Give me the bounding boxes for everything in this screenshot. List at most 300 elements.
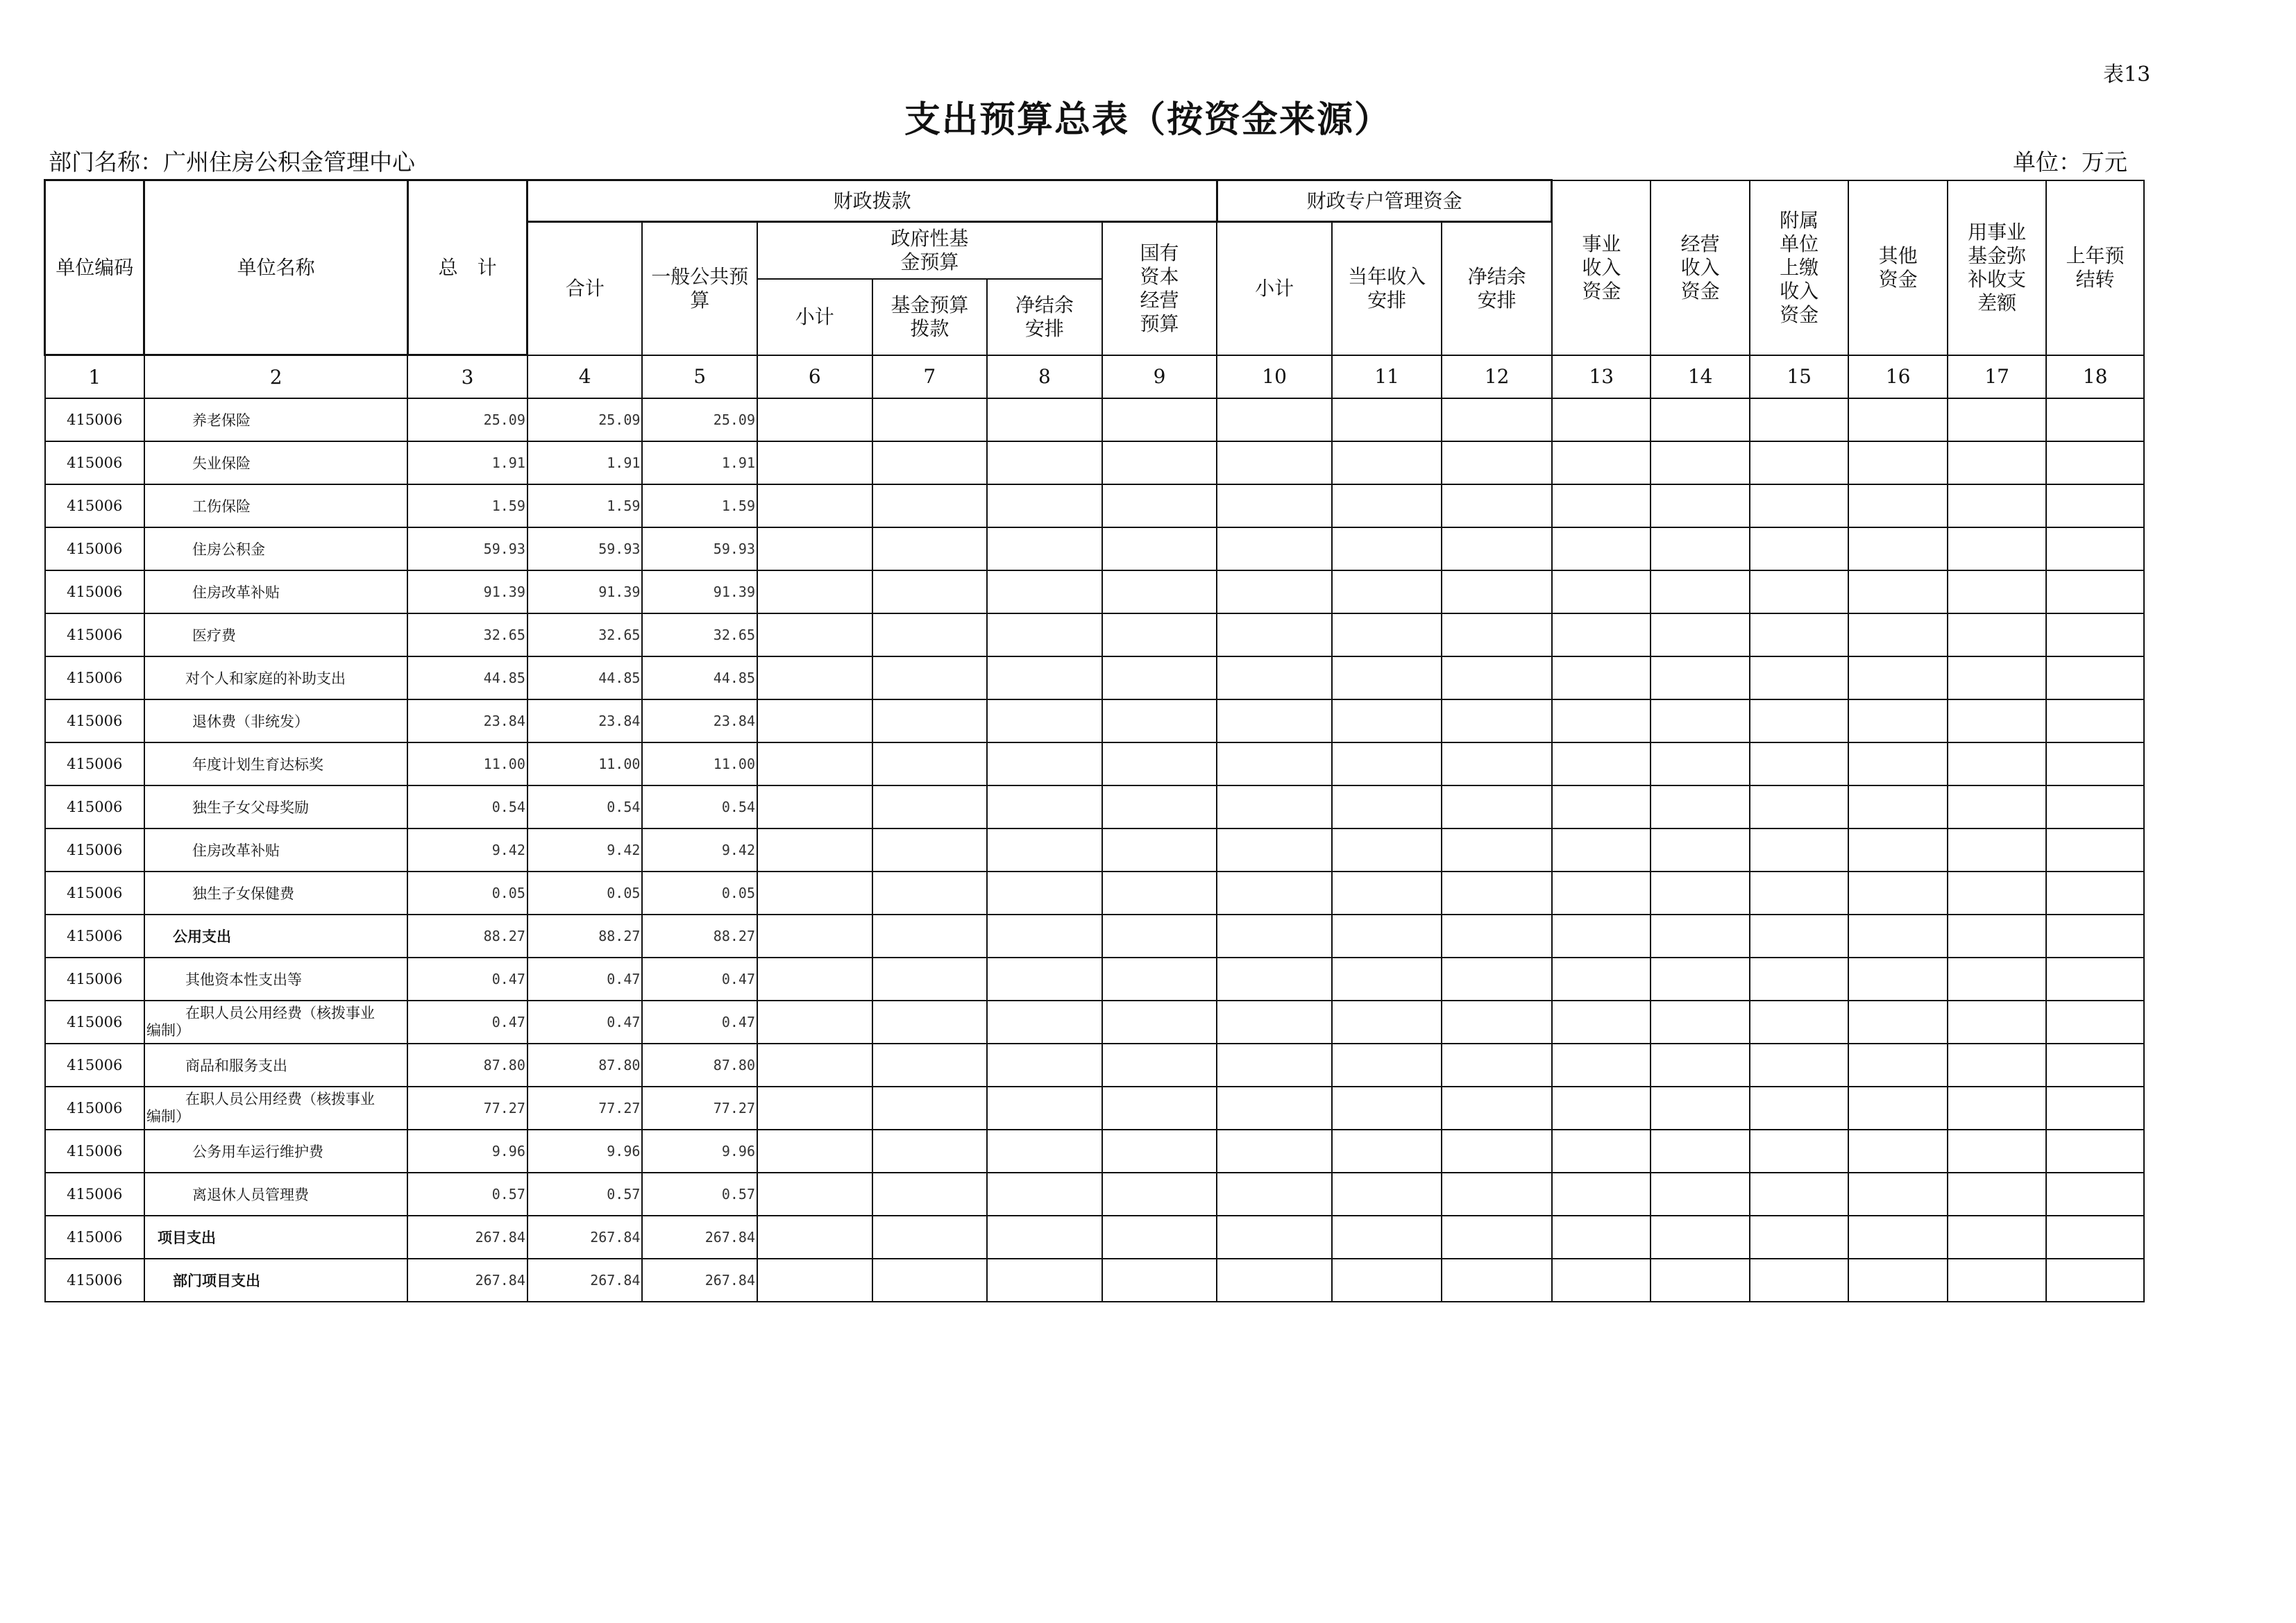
empty-cell (2046, 872, 2144, 915)
col-gov-sub: 小计 (757, 279, 872, 355)
sum-cell: 0.57 (527, 1173, 643, 1216)
empty-cell (1750, 872, 1848, 915)
empty-cell (872, 656, 988, 699)
empty-cell (1442, 570, 1552, 613)
empty-cell (1651, 1044, 1749, 1087)
empty-cell (987, 527, 1102, 570)
empty-cell (1651, 1259, 1749, 1302)
sum-cell: 0.54 (527, 785, 643, 829)
unit-code-cell: 415006 (45, 1216, 144, 1259)
empty-cell (757, 829, 872, 872)
table-row (45, 527, 2145, 570)
empty-cell (757, 1001, 872, 1044)
empty-cell (1442, 527, 1552, 570)
empty-cell (1750, 958, 1848, 1001)
budget-table (44, 179, 2145, 1302)
empty-cell (757, 872, 872, 915)
sum-cell: 267.84 (527, 1216, 643, 1259)
empty-cell (1217, 1001, 1332, 1044)
column-number: 15 (1750, 355, 1848, 399)
empty-cell (1848, 527, 1947, 570)
empty-cell (1442, 785, 1552, 829)
empty-cell (1651, 570, 1749, 613)
empty-cell (1552, 656, 1651, 699)
table-row (45, 742, 2145, 785)
empty-cell (1442, 1001, 1552, 1044)
empty-cell (1750, 570, 1848, 613)
empty-cell (1848, 1130, 1947, 1173)
empty-cell (872, 1259, 988, 1302)
table-row (45, 872, 2145, 915)
empty-cell (987, 1130, 1102, 1173)
empty-cell (987, 915, 1102, 958)
total-cell: 0.05 (407, 872, 527, 915)
empty-cell (987, 742, 1102, 785)
total-cell: 44.85 (407, 656, 527, 699)
empty-cell (1217, 1087, 1332, 1130)
empty-cell (1552, 613, 1651, 656)
total-cell: 0.47 (407, 958, 527, 1001)
empty-cell (872, 1087, 988, 1130)
empty-cell (1102, 1130, 1217, 1173)
unit-name-cell: 商品和服务支出 (144, 1044, 407, 1087)
unit-name-cell: 离退休人员管理费 (144, 1173, 407, 1216)
empty-cell (1217, 699, 1332, 742)
empty-cell (757, 742, 872, 785)
total-cell: 25.09 (407, 398, 527, 441)
unit-code-cell: 415006 (45, 915, 144, 958)
empty-cell (2046, 1216, 2144, 1259)
general-cell: 44.85 (642, 656, 757, 699)
col-gov-alloc: 基金预算拨款 (872, 279, 988, 355)
empty-cell (1848, 1087, 1947, 1130)
sum-cell: 267.84 (527, 1259, 643, 1302)
unit-name-cell (144, 1001, 407, 1044)
column-number: 16 (1848, 355, 1947, 399)
empty-cell (2046, 785, 2144, 829)
empty-cell (1552, 958, 1651, 1001)
table-row (45, 1001, 2145, 1044)
empty-cell (987, 872, 1102, 915)
unit-code-cell: 415006 (45, 613, 144, 656)
general-cell: 267.84 (642, 1259, 757, 1302)
empty-cell (1651, 1130, 1749, 1173)
empty-cell (1442, 1087, 1552, 1130)
empty-cell (1948, 1087, 2046, 1130)
empty-cell (1552, 527, 1651, 570)
unit-code-cell: 415006 (45, 958, 144, 1001)
empty-cell (1442, 484, 1552, 527)
empty-cell (1848, 1216, 1947, 1259)
empty-cell (2046, 570, 2144, 613)
column-number: 2 (144, 355, 407, 399)
empty-cell (1217, 915, 1332, 958)
empty-cell (987, 699, 1102, 742)
general-cell: 0.57 (642, 1173, 757, 1216)
unit-name-cell: 独生子女保健费 (144, 872, 407, 915)
empty-cell (872, 613, 988, 656)
empty-cell (1442, 1259, 1552, 1302)
empty-cell (757, 785, 872, 829)
empty-cell (872, 1216, 988, 1259)
unit-name-cell: 公用支出 (144, 915, 407, 958)
column-number: 17 (1948, 355, 2046, 399)
general-cell: 87.80 (642, 1044, 757, 1087)
empty-cell (1948, 398, 2046, 441)
empty-cell (1102, 1259, 1217, 1302)
empty-cell (2046, 613, 2144, 656)
empty-cell (1102, 1087, 1217, 1130)
empty-cell (1651, 656, 1749, 699)
unit-code-cell: 415006 (45, 398, 144, 441)
general-cell: 0.47 (642, 1001, 757, 1044)
empty-cell (872, 1130, 988, 1173)
empty-cell (1651, 1173, 1749, 1216)
empty-cell (1948, 1130, 2046, 1173)
empty-cell (1948, 1044, 2046, 1087)
unit-name-cell: 部门项目支出 (144, 1259, 407, 1302)
unit-name-line2: 编制） (146, 1022, 190, 1039)
general-cell: 91.39 (642, 570, 757, 613)
col-gov-fund: 政府性基金预算 (757, 222, 1102, 279)
empty-cell (1750, 656, 1848, 699)
empty-cell (1332, 1130, 1442, 1173)
unit-name-line1: 在职人员公用经费（核拨事业 (185, 1091, 375, 1107)
empty-cell (1217, 742, 1332, 785)
empty-cell (1552, 785, 1651, 829)
empty-cell (1332, 699, 1442, 742)
col-state-capital: 国有资本经营预算 (1102, 222, 1217, 355)
empty-cell (1332, 872, 1442, 915)
col-special-current: 当年收入安排 (1332, 222, 1442, 355)
col-unit-name: 单位名称 (144, 180, 407, 355)
empty-cell (1948, 958, 2046, 1001)
empty-cell (2046, 1173, 2144, 1216)
table-row (45, 484, 2145, 527)
empty-cell (1552, 441, 1651, 484)
empty-cell (1102, 785, 1217, 829)
empty-cell (1217, 527, 1332, 570)
empty-cell (1552, 915, 1651, 958)
sum-cell: 25.09 (527, 398, 643, 441)
col-career-fund: 用事业基金弥补收支差额 (1948, 180, 2046, 355)
empty-cell (1102, 656, 1217, 699)
empty-cell (1217, 613, 1332, 656)
empty-cell (872, 441, 988, 484)
empty-cell (987, 829, 1102, 872)
table-row (45, 1259, 2145, 1302)
table-row (45, 1173, 2145, 1216)
empty-cell (1102, 1173, 1217, 1216)
empty-cell (1750, 1216, 1848, 1259)
empty-cell (1552, 484, 1651, 527)
empty-cell (1332, 1087, 1442, 1130)
empty-cell (1848, 1044, 1947, 1087)
general-cell: 267.84 (642, 1216, 757, 1259)
empty-cell (1848, 785, 1947, 829)
table-row (45, 1130, 2145, 1173)
empty-cell (1217, 398, 1332, 441)
empty-cell (1750, 699, 1848, 742)
column-number: 7 (872, 355, 988, 399)
empty-cell (1948, 484, 2046, 527)
empty-cell (987, 1216, 1102, 1259)
empty-cell (1848, 398, 1947, 441)
unit-code-cell: 415006 (45, 699, 144, 742)
sum-cell: 59.93 (527, 527, 643, 570)
empty-cell (1102, 1001, 1217, 1044)
empty-cell (1332, 958, 1442, 1001)
empty-cell (1332, 527, 1442, 570)
empty-cell (1848, 1259, 1947, 1302)
empty-cell (1750, 742, 1848, 785)
empty-cell (1948, 915, 2046, 958)
empty-cell (1552, 872, 1651, 915)
empty-cell (2046, 958, 2144, 1001)
empty-cell (872, 872, 988, 915)
empty-cell (872, 527, 988, 570)
empty-cell (1442, 1130, 1552, 1173)
unit-code-cell: 415006 (45, 829, 144, 872)
col-career: 事业收入资金 (1552, 180, 1651, 355)
empty-cell (1102, 570, 1217, 613)
empty-cell (1217, 1044, 1332, 1087)
total-cell: 1.91 (407, 441, 527, 484)
empty-cell (1552, 1173, 1651, 1216)
empty-cell (987, 1259, 1102, 1302)
empty-cell (1552, 829, 1651, 872)
empty-cell (1651, 829, 1749, 872)
empty-cell (1102, 742, 1217, 785)
general-cell: 0.54 (642, 785, 757, 829)
empty-cell (1442, 829, 1552, 872)
empty-cell (1332, 915, 1442, 958)
empty-cell (987, 1087, 1102, 1130)
unit-name-cell: 住房改革补贴 (144, 570, 407, 613)
empty-cell (2046, 527, 2144, 570)
empty-cell (1848, 1001, 1947, 1044)
empty-cell (1552, 1259, 1651, 1302)
empty-cell (1442, 656, 1552, 699)
unit-code-cell: 415006 (45, 1130, 144, 1173)
empty-cell (1552, 1216, 1651, 1259)
empty-cell (1651, 527, 1749, 570)
total-cell: 11.00 (407, 742, 527, 785)
sum-cell: 11.00 (527, 742, 643, 785)
col-fiscal: 财政拨款 (527, 180, 1217, 222)
empty-cell (757, 1044, 872, 1087)
empty-cell (1750, 398, 1848, 441)
empty-cell (1442, 958, 1552, 1001)
empty-cell (2046, 656, 2144, 699)
empty-cell (1948, 1216, 2046, 1259)
empty-cell (1332, 398, 1442, 441)
empty-cell (1102, 872, 1217, 915)
empty-cell (872, 1173, 988, 1216)
empty-cell (1102, 915, 1217, 958)
empty-cell (757, 570, 872, 613)
col-special: 财政专户管理资金 (1217, 180, 1552, 222)
general-cell: 59.93 (642, 527, 757, 570)
empty-cell (1442, 915, 1552, 958)
unit-code-cell: 415006 (45, 1173, 144, 1216)
empty-cell (2046, 1087, 2144, 1130)
empty-cell (1948, 656, 2046, 699)
empty-cell (1948, 613, 2046, 656)
empty-cell (1102, 398, 1217, 441)
empty-cell (2046, 742, 2144, 785)
unit-code-cell: 415006 (45, 441, 144, 484)
total-cell: 0.57 (407, 1173, 527, 1216)
table-row (45, 398, 2145, 441)
empty-cell (2046, 484, 2144, 527)
empty-cell (1948, 699, 2046, 742)
total-cell: 267.84 (407, 1216, 527, 1259)
general-cell: 25.09 (642, 398, 757, 441)
empty-cell (1750, 1001, 1848, 1044)
col-total: 总 计 (407, 180, 527, 355)
unit-name-cell: 医疗费 (144, 613, 407, 656)
unit-name-cell: 住房改革补贴 (144, 829, 407, 872)
empty-cell (1948, 1001, 2046, 1044)
empty-cell (1750, 1044, 1848, 1087)
empty-cell (2046, 441, 2144, 484)
table-row (45, 785, 2145, 829)
empty-cell (987, 958, 1102, 1001)
empty-cell (987, 1173, 1102, 1216)
empty-cell (1651, 785, 1749, 829)
column-number: 3 (407, 355, 527, 399)
empty-cell (1217, 785, 1332, 829)
empty-cell (1948, 829, 2046, 872)
empty-cell (1552, 570, 1651, 613)
empty-cell (1948, 441, 2046, 484)
empty-cell (1552, 1001, 1651, 1044)
unit-name-cell: 工伤保险 (144, 484, 407, 527)
empty-cell (872, 699, 988, 742)
sum-cell: 9.42 (527, 829, 643, 872)
unit-name-cell: 养老保险 (144, 398, 407, 441)
unit-name-cell: 对个人和家庭的补助支出 (144, 656, 407, 699)
empty-cell (1552, 1130, 1651, 1173)
unit-name-cell: 住房公积金 (144, 527, 407, 570)
column-number: 4 (527, 355, 643, 399)
empty-cell (1948, 742, 2046, 785)
empty-cell (1948, 1259, 2046, 1302)
empty-cell (757, 699, 872, 742)
empty-cell (1750, 484, 1848, 527)
empty-cell (1102, 613, 1217, 656)
total-cell: 77.27 (407, 1087, 527, 1130)
empty-cell (1217, 441, 1332, 484)
column-number-row (45, 355, 2145, 399)
general-cell: 77.27 (642, 1087, 757, 1130)
general-cell: 11.00 (642, 742, 757, 785)
empty-cell (1442, 441, 1552, 484)
empty-cell (872, 1001, 988, 1044)
sum-cell: 23.84 (527, 699, 643, 742)
column-number: 6 (757, 355, 872, 399)
empty-cell (987, 613, 1102, 656)
column-number: 8 (987, 355, 1102, 399)
unit-name-cell: 退休费（非统发） (144, 699, 407, 742)
empty-cell (757, 915, 872, 958)
empty-cell (1750, 527, 1848, 570)
sum-cell: 0.47 (527, 958, 643, 1001)
empty-cell (1217, 958, 1332, 1001)
empty-cell (1750, 1130, 1848, 1173)
col-general: 一般公共预算 (642, 222, 757, 355)
table-row (45, 570, 2145, 613)
unit-code-cell: 415006 (45, 1001, 144, 1044)
empty-cell (1217, 1259, 1332, 1302)
empty-cell (1102, 699, 1217, 742)
empty-cell (1217, 1130, 1332, 1173)
sum-cell: 1.59 (527, 484, 643, 527)
sum-cell: 77.27 (527, 1087, 643, 1130)
empty-cell (1332, 1173, 1442, 1216)
empty-cell (1750, 829, 1848, 872)
empty-cell (1332, 829, 1442, 872)
empty-cell (1651, 1001, 1749, 1044)
total-cell: 59.93 (407, 527, 527, 570)
unit-code-cell: 415006 (45, 484, 144, 527)
sum-cell: 32.65 (527, 613, 643, 656)
empty-cell (1217, 484, 1332, 527)
empty-cell (1651, 915, 1749, 958)
empty-cell (1552, 1044, 1651, 1087)
empty-cell (1750, 1173, 1848, 1216)
empty-cell (2046, 1044, 2144, 1087)
page-title: 支出预算总表（按资金来源） (904, 99, 1392, 141)
empty-cell (872, 484, 988, 527)
table-row (45, 958, 2145, 1001)
unit-code-cell: 415006 (45, 656, 144, 699)
empty-cell (1848, 958, 1947, 1001)
empty-cell (757, 1130, 872, 1173)
column-number: 9 (1102, 355, 1217, 399)
empty-cell (1750, 613, 1848, 656)
empty-cell (1332, 441, 1442, 484)
empty-cell (1102, 527, 1217, 570)
empty-cell (872, 1044, 988, 1087)
empty-cell (1332, 1001, 1442, 1044)
empty-cell (872, 742, 988, 785)
empty-cell (757, 398, 872, 441)
unit-code-cell: 415006 (45, 742, 144, 785)
empty-cell (1217, 829, 1332, 872)
column-number: 18 (2046, 355, 2144, 399)
empty-cell (1332, 570, 1442, 613)
empty-cell (987, 484, 1102, 527)
empty-cell (1552, 742, 1651, 785)
department-name: 部门名称：广州住房公积金管理中心 (49, 148, 415, 176)
empty-cell (1848, 872, 1947, 915)
total-cell: 23.84 (407, 699, 527, 742)
empty-cell (1332, 742, 1442, 785)
general-cell: 0.05 (642, 872, 757, 915)
table-row (45, 699, 2145, 742)
empty-cell (1552, 1087, 1651, 1130)
table-row (45, 613, 2145, 656)
total-cell: 87.80 (407, 1044, 527, 1087)
general-cell: 9.96 (642, 1130, 757, 1173)
empty-cell (872, 829, 988, 872)
general-cell: 88.27 (642, 915, 757, 958)
empty-cell (1948, 872, 2046, 915)
empty-cell (757, 527, 872, 570)
empty-cell (1651, 958, 1749, 1001)
